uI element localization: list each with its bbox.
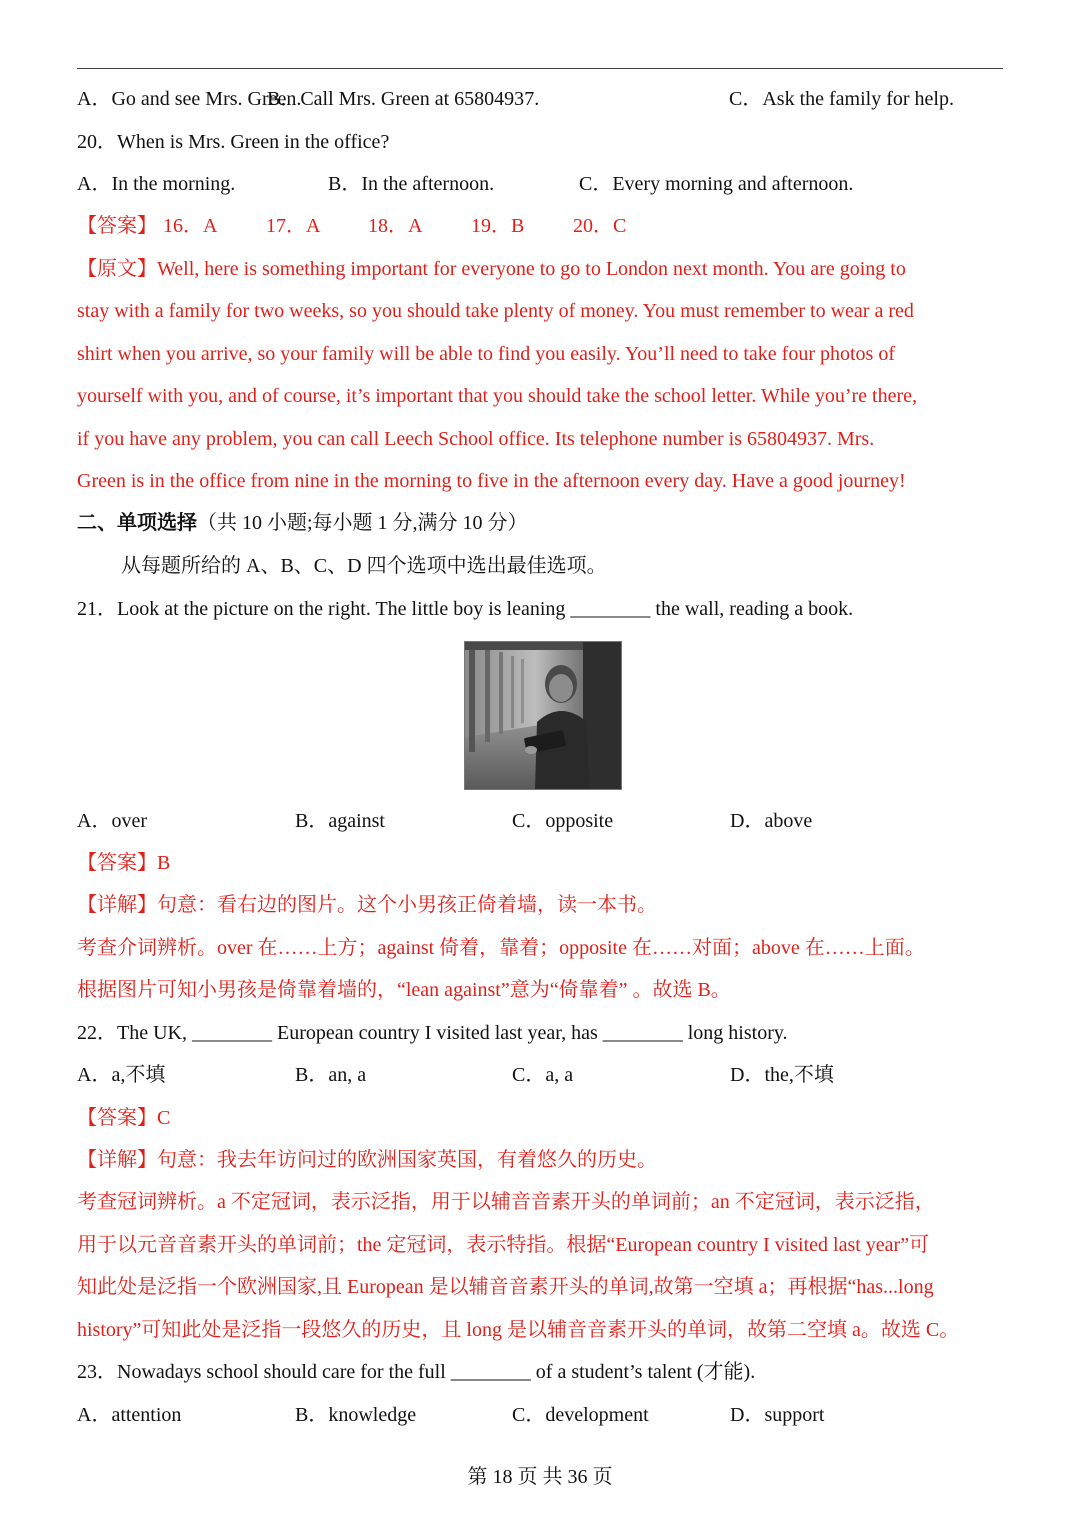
q22-explain-3: 用于以元音音素开头的单词前；the 定冠词，表示特指。根据“European country I visited last year”可 [77,1234,930,1256]
q22-option-d: D．the,不填 [730,1064,834,1086]
transcript-line-4: yourself with you, and of course, it’s important that you should take the school letter. While you’re there, [77,385,917,407]
q20-option-c: C．Every morning and afternoon. [579,173,854,195]
q22-explain-2: 考查冠词辨析。a 不定冠词，表示泛指，用于以辅音音素开头的单词前；an 不定冠词，表示泛指， [77,1191,935,1213]
q19-option-a: A．Go and see Mrs. Green. [77,88,302,110]
q21-explain-1: 【详解】句意：看右边的图片。这个小男孩正倚着墙，读一本书。 [77,894,657,916]
answer-18: 18．A [368,215,423,237]
answer-19: 19．B [471,215,525,237]
q23-option-d: D．support [730,1404,825,1426]
q22-explain-5: history”可知此处是泛指一段悠久的历史，且 long 是以辅音音素开头的单词，故第二空填 a。故选 C。 [77,1319,960,1341]
q23-option-a: A．attention [77,1404,182,1426]
q23-option-b: B．knowledge [295,1404,417,1426]
q23-stem: 23．Nowadays school should care for the full ________ of a student’s talent (才能). [77,1361,756,1383]
q20-stem: 20．When is Mrs. Green in the office? [77,131,390,153]
answer-label: 【答案】 [77,215,157,237]
answer-16: 16．A [163,215,218,237]
q21-option-d: D．above [730,810,813,832]
q19-option-c: C．Ask the family for help. [729,88,954,110]
q22-option-c: C．a, a [512,1064,574,1086]
q21-explain-3: 根据图片可知小男孩是倚靠着墙的，“lean against”意为“倚靠着” 。故选 B。 [77,979,731,1001]
transcript-label: 【原文】 [77,258,157,280]
q22-explain-1: 【详解】句意：我去年访问过的欧洲国家英国，有着悠久的历史。 [77,1149,657,1171]
answer-20: 20．C [573,215,627,237]
page-footer: 第 18 页 共 36 页 [467,1466,613,1488]
q22-explain-4: 知此处是泛指一个欧洲国家,且 European 是以辅音音素开头的单词,故第一空填 a；再根据“has...long [77,1276,934,1298]
q21-stem: 21．Look at the picture on the right. The little boy is leaning ________ the wall, reading a book. [77,598,854,620]
transcript-text: Well, here is something important for everyone to go to London next month. You are going to [157,258,906,280]
q20-option-a: A．In the morning. [77,173,236,195]
transcript-line-6: Green is in the office from nine in the morning to five in the afternoon every day. Have a good journey! [77,470,906,492]
q21-option-c: C．opposite [512,810,614,832]
section-note: （共 10 小题;每小题 1 分,满分 10 分） [197,512,528,534]
transcript-line-2: stay with a family for two weeks, so you should take plenty of money. You must remember to wear a red [77,300,914,322]
q19-option-b: B．Call Mrs. Green at 65804937. [267,88,540,110]
section-title: 二、单项选择 [77,512,197,534]
q22-answer: 【答案】C [77,1107,171,1129]
q21-answer: 【答案】B [77,852,171,874]
transcript-line-3: shirt when you arrive, so your family will be able to find you easily. You’ll need to take four photos of [77,343,895,365]
answer-17: 17．A [266,215,321,237]
boy-reading-photo [464,641,622,790]
q23-option-c: C．development [512,1404,649,1426]
q20-option-b: B．In the afternoon. [328,173,495,195]
q21-option-b: B．against [295,810,385,832]
transcript-line-1 [77,256,906,282]
q21-option-a: A．over [77,810,147,832]
transcript-line-5: if you have any problem, you can call Leech School office. Its telephone number is 65804937. Mrs. [77,428,875,450]
q22-stem: 22．The UK, ________ European country I visited last year, has ________ long history. [77,1022,788,1044]
section-instruction: 从每题所给的 A、B、C、D 四个选项中选出最佳选项。 [121,555,607,577]
q21-explain-2: 考查介词辨析。over 在……上方；against 倚着，靠着；opposite 在……对面；above 在……上面。 [77,937,925,959]
header-rule [77,68,1003,69]
q22-option-b: B．an, a [295,1064,367,1086]
section-heading [77,510,528,536]
q22-option-a: A．a,不填 [77,1064,166,1086]
